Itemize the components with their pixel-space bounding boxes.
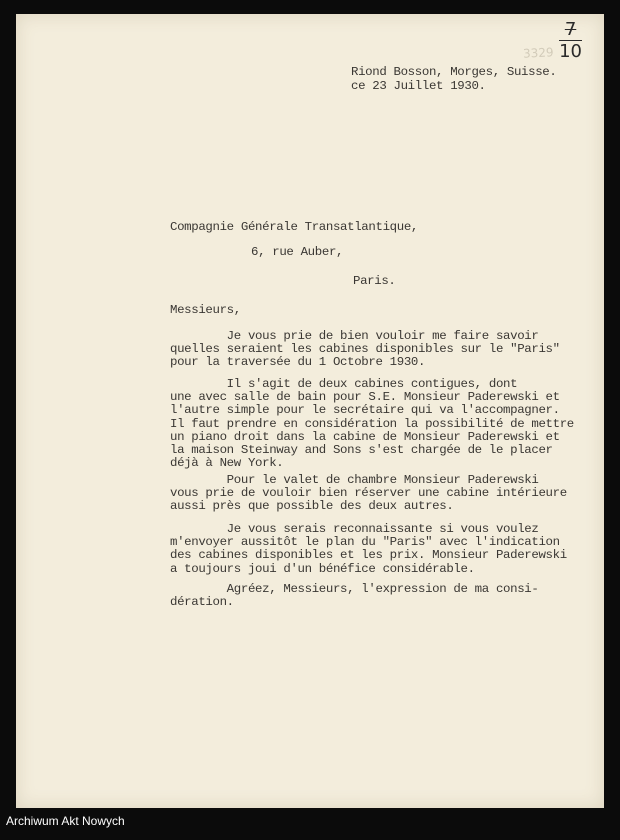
letter-page: [16, 14, 604, 808]
paragraph-2: Il s'agit de deux cabines contigues, dont une avec salle de bain pour S.E. Monsieur Paderewski et l'autre simple pour le secrétaire qui va l'accompagner. Il faut prendre en considération la possibilité de mettre un piano droit dans la cabine de Monsieur Paderewski et la maison Steinway and Sons s'est chargée de le placer déjà à New York.: [170, 377, 574, 471]
paragraph-1: Je vous prie de bien vouloir me faire savoir quelles seraient les cabines disponibles sur le "Paris" pour la traversée du 1 Octobre 1930.: [170, 329, 560, 370]
folio-new: 10: [559, 41, 582, 62]
recipient-line2: 6, rue Auber,: [251, 245, 344, 259]
header-place: Riond Bosson, Morges, Suisse.: [351, 65, 557, 79]
recipient-line1: Compagnie Générale Transatlantique,: [170, 220, 418, 234]
salutation: Messieurs,: [170, 303, 241, 317]
archive-footer: Archiwum Akt Nowych: [6, 814, 125, 828]
recipient-line3: Paris.: [353, 274, 396, 288]
paragraph-4: Je vous serais reconnaissante si vous voulez m'envoyer aussitôt le plan du "Paris" avec l'indication des cabines disponibles et les prix. Monsieur Paderewski a toujours joui d'un bénéfice considérable.: [170, 522, 567, 576]
folio-old: 7: [564, 19, 577, 40]
paragraph-3: Pour le valet de chambre Monsieur Paderewski vous prie de vouloir bien réserver une cabine intérieure aussi près que possible des deux autres.: [170, 473, 567, 514]
paragraph-5: Agréez, Messieurs, l'expression de ma consi- dération.: [170, 582, 539, 610]
folio-number: [559, 20, 582, 62]
header-date: ce 23 Juillet 1930.: [351, 79, 486, 93]
archive-stamp: 3329: [523, 45, 555, 61]
